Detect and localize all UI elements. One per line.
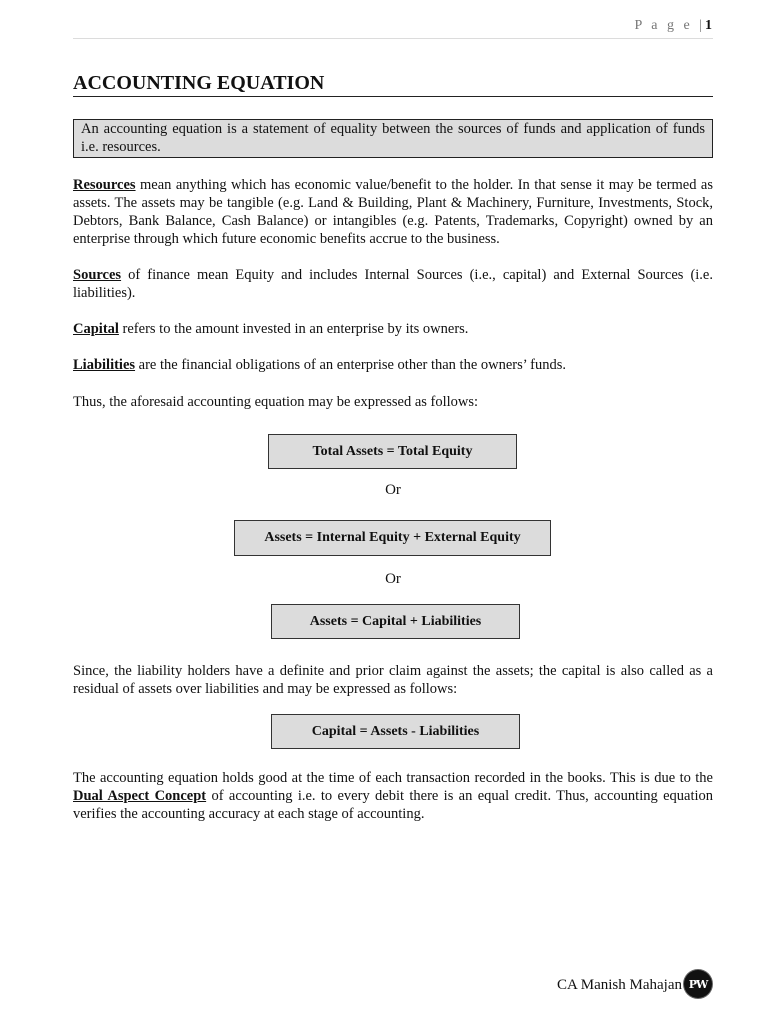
- term-liabilities: Liabilities: [73, 357, 136, 373]
- paragraph-since: Since, the liability holders have a definite and prior claim against the assets; the capital is also called as a residual of assets over liabilities and may be expressed as follows:: [73, 663, 713, 697]
- paragraph-sources: [73, 266, 713, 302]
- term-resources: Resources: [73, 177, 136, 193]
- liabilities-text: are the financial obligations of an enterprise other than the owners’ funds.: [135, 357, 567, 373]
- term-sources: Sources: [73, 267, 122, 283]
- page-number-value: 1: [705, 18, 712, 33]
- equation-box-3: Assets = Capital + Liabilities: [271, 604, 520, 639]
- footer-author: CA Manish Mahajan: [557, 977, 682, 993]
- paragraph-thus: Thus, the aforesaid accounting equation may be expressed as follows:: [73, 394, 479, 410]
- sources-text: of finance mean Equity and includes Internal Sources (i.e., capital) and External Sources (i.e. liabilities).: [73, 267, 713, 301]
- term-capital: Capital: [73, 321, 119, 337]
- definition-box: An accounting equation is a statement of equality between the sources of funds and application of funds i.e. resources.: [73, 119, 713, 158]
- page-title: ACCOUNTING EQUATION: [73, 72, 713, 97]
- header-divider: [73, 38, 713, 39]
- resources-text: mean anything which has economic value/benefit to the holder. In that sense it may be termed as assets. The assets may be tangible (e.g. Land & Building, Plant & Machinery, Furniture, Investments, Stock, Debtors, Bank Balance, Cash Balance) or intangibles (e.g. Patents, Trademarks, Copyright) owned by an enterprise through which future economic benefits accrue to the business.: [73, 177, 713, 247]
- equation-box-1: Total Assets = Total Equity: [268, 434, 517, 469]
- paragraph-capital: [73, 320, 713, 338]
- page-label: P a g e |: [634, 18, 705, 33]
- final-text-after: of accounting i.e. to every debit there is an equal credit. Thus, accounting equation verifies the accounting accuracy at each stage of accounting.: [73, 788, 713, 822]
- equation-box-4: Capital = Assets - Liabilities: [271, 714, 520, 749]
- final-text-before: The accounting equation holds good at the time of each transaction recorded in the books. This is due to the: [73, 770, 713, 786]
- term-dual-aspect: Dual Aspect Concept: [73, 788, 207, 804]
- pw-logo-icon: PW: [684, 970, 712, 998]
- or-separator-1: Or: [385, 482, 401, 498]
- paragraph-dual-aspect: [73, 769, 713, 823]
- equation-box-2: Assets = Internal Equity + External Equity: [234, 520, 551, 556]
- paragraph-resources: [73, 176, 713, 248]
- capital-text: refers to the amount invested in an enterprise by its owners.: [118, 321, 469, 337]
- page-number: [635, 18, 713, 34]
- paragraph-liabilities: [73, 356, 713, 374]
- or-separator-2: Or: [385, 571, 401, 587]
